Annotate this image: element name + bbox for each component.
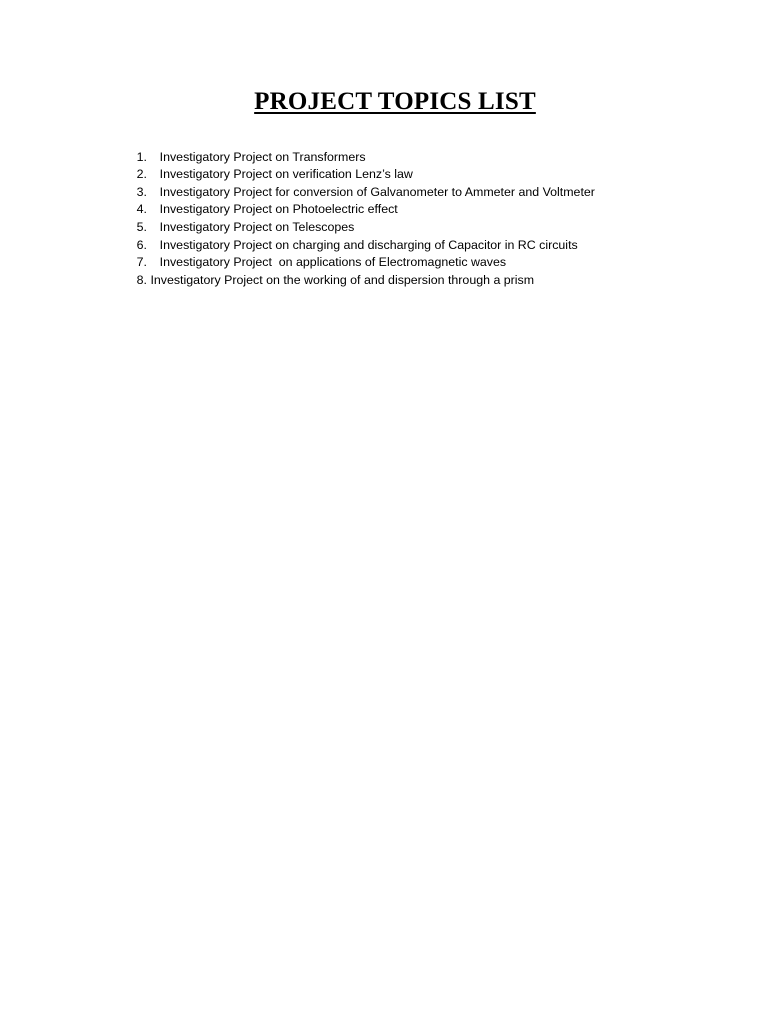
list-item-text: Investigatory Project on the working of and dispersion through a prism [150, 272, 535, 287]
list-item-number: 3. [136, 184, 147, 199]
list-item-text: Investigatory Project on verification Lenz’s law [159, 167, 413, 182]
list-item [116, 149, 736, 182]
page-title: PROJECT TOPICS LIST [254, 88, 536, 115]
list-item-number: 1. [136, 149, 147, 164]
topic-list [116, 131, 736, 287]
list-item-text: Investigatory Project on charging and discharging of Capacitor in RC circuits [159, 237, 578, 252]
list-item-number: 8. [136, 272, 151, 287]
list-item-text: Investigatory Project on Telescopes [159, 219, 355, 234]
list-item-text: Investigatory Project on Transformers [159, 149, 366, 164]
list-item-text: Investigatory Project on Photoelectric effect [159, 202, 398, 217]
list-item-number: 6. [136, 237, 147, 252]
list-item-number: 2. [136, 167, 147, 182]
list-item-number: 4. [136, 202, 147, 217]
list-item [116, 219, 736, 252]
list-item-number: 5. [136, 219, 147, 234]
list-item [116, 131, 736, 164]
list-item [116, 166, 736, 199]
list-item-text: Investigatory Project for conversion of Galvanometer to Ammeter and Voltmeter [159, 184, 595, 199]
list-item-number: 7. [136, 255, 147, 270]
list-item [116, 254, 736, 287]
list-item [116, 184, 736, 217]
list-item [116, 237, 736, 270]
list-item [116, 201, 736, 234]
list-item-text: Investigatory Project on applications of Electromagnetic waves [159, 255, 507, 270]
